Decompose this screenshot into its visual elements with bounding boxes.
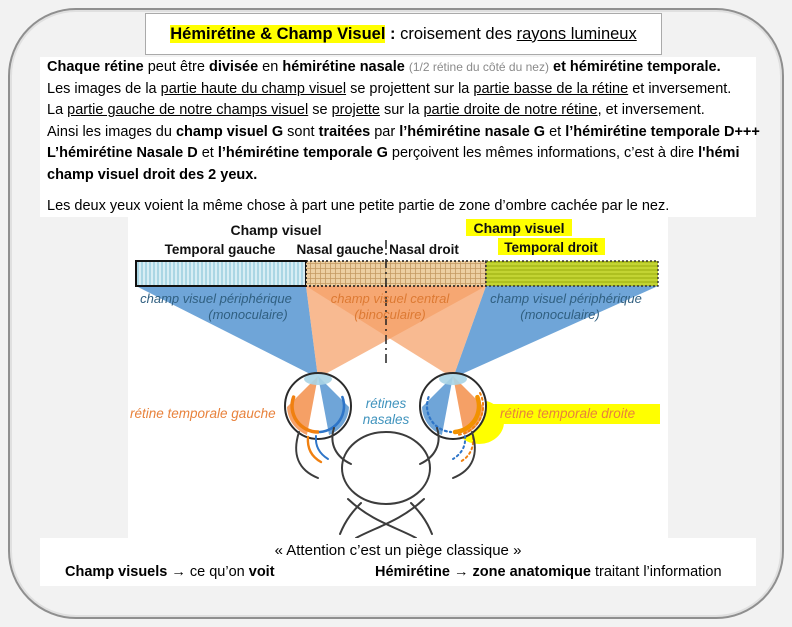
text-segment: : — [385, 24, 401, 43]
text-segment: zone anatomique — [472, 564, 591, 580]
text-segment: → — [449, 564, 473, 580]
chiasm-outer-left-leg — [340, 503, 361, 534]
text-segment: et inversement. — [628, 80, 732, 97]
page-title — [145, 13, 662, 55]
text-segment: traitées — [318, 123, 371, 140]
text-segment: Champ visuels — [65, 564, 168, 580]
text-segment: sont — [283, 123, 319, 140]
text-segment: , et inversement. — [597, 102, 705, 119]
text-segment: → ce qu’on — [167, 564, 249, 580]
paragraph-line — [47, 165, 756, 187]
text-segment: et — [545, 123, 566, 140]
label-peripheral-right-2: (monoculaire) — [520, 307, 600, 322]
paragraph-line — [47, 79, 756, 101]
text-segment: voit — [248, 564, 275, 580]
text-segment: (1/2 rétine du côté du nez) — [408, 60, 549, 74]
right-eye — [417, 373, 489, 462]
text-segment: l'hémi — [698, 145, 740, 162]
footer-quote: « Attention c’est un piège classique » — [274, 542, 522, 559]
text-segment: partie basse de la rétine — [473, 80, 629, 97]
paragraph-line — [47, 57, 756, 79]
label-temporal-droit: Temporal droit — [504, 240, 598, 255]
text-segment: partie gauche de notre champs visuel — [67, 102, 309, 119]
header-champ-visuel-left: Champ visuel — [230, 222, 322, 238]
left-eye — [282, 373, 354, 462]
text-segment: Chaque rétine — [47, 59, 144, 75]
text-segment: champ visuel droit des 2 yeux. — [47, 166, 258, 183]
text-segment: divisée — [208, 59, 259, 75]
text-segment: rayons lumineux — [516, 24, 637, 43]
label-central-1: champ visuel central — [330, 291, 450, 306]
text-segment: L’hémirétine Nasale D — [47, 145, 198, 162]
text-segment: et — [197, 145, 218, 162]
paragraph-line — [47, 122, 760, 144]
bar-temporal-droit — [486, 261, 658, 286]
visual-field-bar — [136, 261, 658, 286]
text-segment: partie haute du champ visuel — [160, 80, 347, 97]
chiasm-loop — [342, 432, 430, 504]
intro-paragraph — [40, 57, 760, 217]
chiasm-outer-right-leg — [411, 503, 432, 534]
text-segment: Les images de la — [47, 80, 161, 97]
footer-champ-visuels — [65, 564, 275, 580]
label-peripheral-left-1: champ visuel périphérique — [140, 291, 292, 306]
text-segment: La — [47, 102, 68, 119]
page-title-text — [170, 25, 636, 44]
paragraph-line — [47, 100, 756, 122]
text-segment: champ visuel G — [175, 123, 284, 140]
label-nasal-gauche: Nasal gauche — [296, 242, 384, 257]
diagram-svg — [128, 216, 668, 538]
footer — [40, 538, 756, 586]
text-segment: et hémirétine temporale. — [553, 59, 721, 75]
text-segment: Ainsi les images du — [47, 123, 176, 140]
text-segment: Les deux yeux voient la même chose à part une petite partie de zone d’ombre cachée par le nez. — [47, 197, 670, 214]
text-segment: projette — [331, 102, 380, 119]
text-segment: Hémirétine & Champ Visuel — [170, 24, 386, 43]
footer-hemiretine — [375, 564, 722, 580]
text-segment: l’hémirétine temporale G — [217, 145, 388, 162]
text-segment: se projettent sur la — [346, 80, 474, 97]
text-segment: se — [308, 102, 332, 119]
label-nasales: nasales — [362, 412, 410, 427]
label-central-2: (binoculaire) — [354, 307, 426, 322]
text-segment: perçoivent les mêmes informations, c’est à dire — [387, 145, 699, 162]
visual-field-diagram — [128, 216, 668, 538]
label-temporal-gauche: Temporal gauche — [164, 242, 276, 257]
label-retine-temporale-gauche: rétine temporale gauche — [130, 406, 276, 421]
label-peripheral-left-2: (monoculaire) — [208, 307, 288, 322]
header-champ-visuel-right: Champ visuel — [473, 220, 565, 236]
text-segment: sur la — [379, 102, 424, 119]
label-retine-temporale-droite: rétine temporale droite — [500, 406, 636, 421]
label-retines: rétines — [365, 396, 407, 411]
label-peripheral-right-1: champ visuel périphérique — [490, 291, 642, 306]
paragraph-line — [47, 143, 756, 165]
optic-chiasm — [296, 428, 475, 538]
label-nasal-droit: Nasal droit — [389, 242, 459, 257]
text-segment: l’hémirétine temporale D+++ — [565, 123, 760, 140]
text-segment: en — [258, 59, 283, 75]
text-segment: hémirétine nasale — [282, 59, 405, 75]
text-segment: traitant l’information — [590, 564, 722, 580]
text-segment: l’hémirétine nasale G — [399, 123, 546, 140]
text-segment: peut être — [143, 59, 209, 75]
text-segment: croisement des — [400, 24, 517, 43]
bar-nasal — [306, 261, 486, 286]
bar-temporal-gauche — [136, 261, 306, 286]
text-segment: partie droite de notre rétine — [423, 102, 598, 119]
text-segment: Hémirétine — [375, 564, 450, 580]
paragraph-line — [47, 196, 756, 218]
text-segment: par — [370, 123, 400, 140]
